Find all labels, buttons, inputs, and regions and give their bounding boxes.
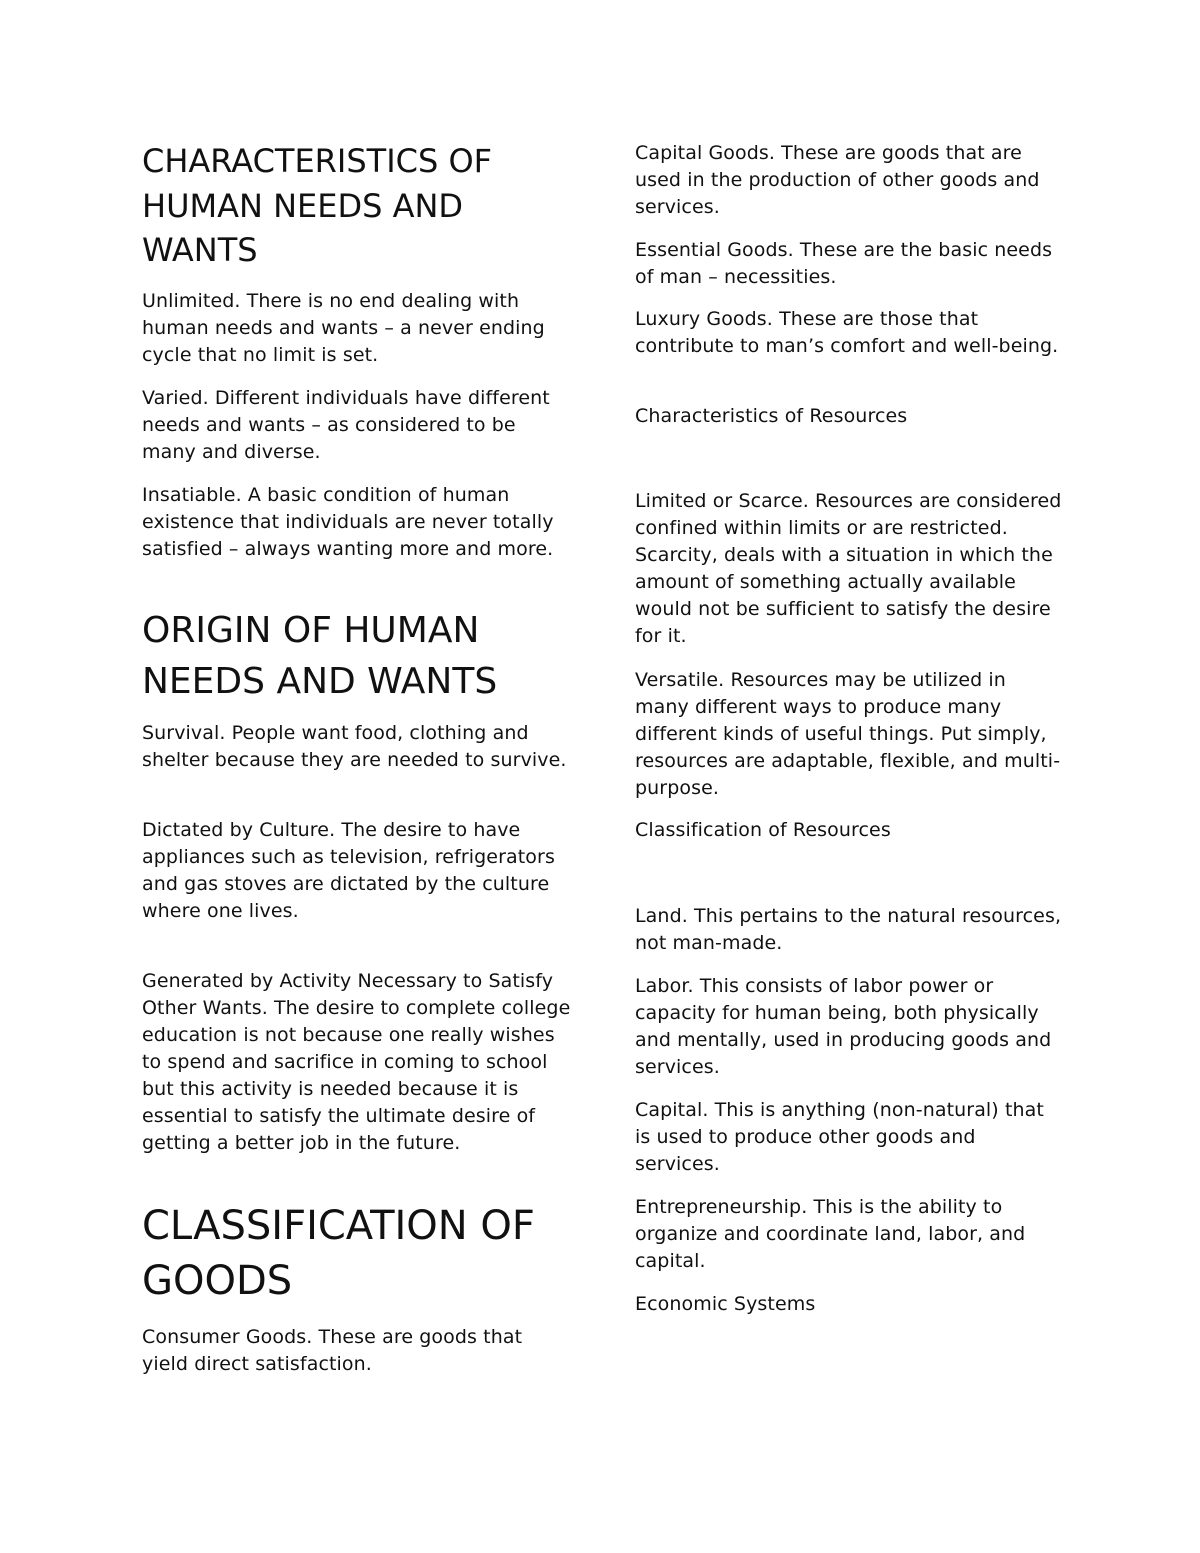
paragraph-capital: Capital. This is anything (non-natural) that is used to produce other goods and services.: [635, 1099, 1044, 1175]
paragraph-dictated-by-culture: Dictated by Culture. The desire to have appliances such as television, refrigerators and gas stoves are dictated by the culture where one lives.: [142, 819, 555, 922]
label-classification-of-resources: Classification of Resources: [635, 819, 891, 841]
paragraph-survival: Survival. People want food, clothing and shelter because they are needed to survive.: [142, 722, 567, 771]
heading-characteristics-of-needs: CHARACTERISTICS OF HUMAN NEEDS AND WANTS: [142, 142, 493, 269]
paragraph-consumer-goods: Consumer Goods. These are goods that yield direct satisfaction.: [142, 1326, 523, 1375]
paragraph-insatiable: Insatiable. A basic condition of human existence that individuals are never totally satisfied – always wanting more and more.: [142, 484, 554, 560]
label-economic-systems: Economic Systems: [635, 1293, 816, 1315]
paragraph-entrepreneurship: Entrepreneurship. This is the ability to organize and coordinate land, labor, and capital.: [635, 1196, 1026, 1272]
paragraph-labor: Labor. This consists of labor power or capacity for human being, both physically and mentally, used in producing goods and services.: [635, 975, 1052, 1078]
paragraph-generated-by-activity: Generated by Activity Necessary to Satisfy Other Wants. The desire to complete college education is not because one really wishes to spend and sacrifice in coming to school but this activity is needed because it is essential to satisfy the ultimate desire of getting a better job in the future.: [142, 970, 571, 1154]
paragraph-limited-or-scarce: Limited or Scarce. Resources are considered confined within limits or are restricted. Scarcity, deals with a situation in which the amount of something actually available would not be sufficient to satisfy the desire for it.: [635, 490, 1062, 647]
label-characteristics-of-resources: Characteristics of Resources: [635, 405, 908, 427]
paragraph-capital-goods: Capital Goods. These are goods that are used in the production of other goods and services.: [635, 142, 1040, 218]
paragraph-essential-goods: Essential Goods. These are the basic needs of man – necessities.: [635, 239, 1053, 288]
paragraph-luxury-goods: Luxury Goods. These are those that contribute to man’s comfort and well-being.: [635, 308, 1059, 357]
paragraph-unlimited: Unlimited. There is no end dealing with human needs and wants – a never ending cycle that no limit is set.: [142, 290, 545, 366]
paragraph-varied: Varied. Different individuals have different needs and wants – as considered to be many and diverse.: [142, 387, 550, 463]
heading-origin-of-needs: ORIGIN OF HUMAN NEEDS AND WANTS: [142, 610, 498, 702]
heading-classification-of-goods: CLASSIFICATION OF GOODS: [142, 1203, 535, 1304]
paragraph-versatile: Versatile. Resources may be utilized in many different ways to produce many different kinds of useful things. Put simply, resources are adaptable, flexible, and multi-purpose.: [635, 669, 1061, 799]
paragraph-land: Land. This pertains to the natural resources, not man-made.: [635, 905, 1062, 954]
